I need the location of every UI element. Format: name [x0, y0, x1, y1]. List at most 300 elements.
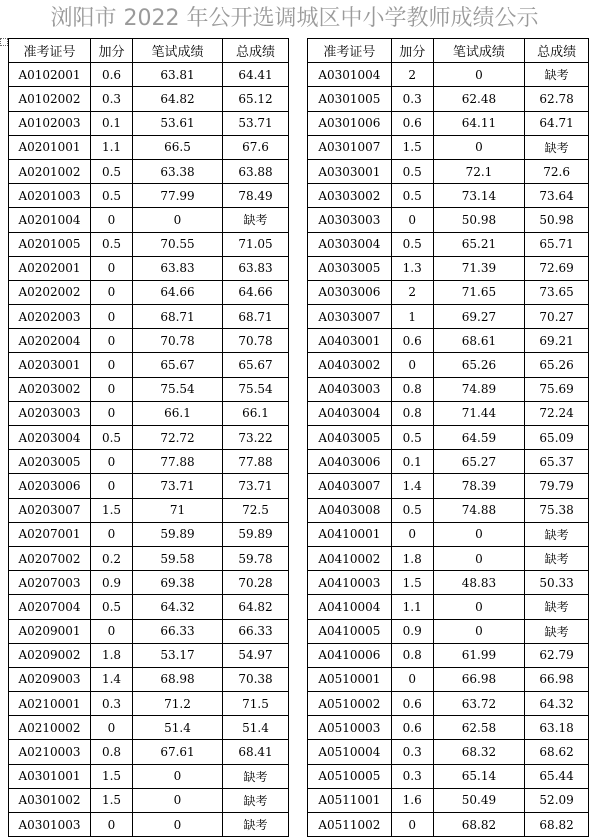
- cell-written-score: 50.49: [433, 788, 525, 812]
- cell-bonus: 0.5: [391, 426, 433, 450]
- cell-written-score: 71.44: [433, 401, 525, 425]
- cell-exam-id: A0202002: [9, 280, 91, 304]
- cell-written-score: 66.1: [133, 401, 223, 425]
- cell-exam-id: A0403008: [308, 498, 392, 522]
- cell-written-score: 71.65: [433, 280, 525, 304]
- cell-bonus: 1.5: [91, 498, 133, 522]
- table-row: [9, 692, 289, 716]
- table-row: [308, 522, 589, 546]
- cell-written-score: 74.88: [433, 498, 525, 522]
- table-row: [308, 764, 589, 788]
- cell-exam-id: A0403006: [308, 450, 392, 474]
- cell-exam-id: A0209003: [9, 667, 91, 691]
- table-row: [308, 135, 589, 159]
- cell-exam-id: A0210003: [9, 740, 91, 764]
- cell-written-score: 77.99: [133, 184, 223, 208]
- cell-bonus: 0.6: [391, 692, 433, 716]
- cell-exam-id: A0510005: [308, 764, 392, 788]
- table-row: [308, 377, 589, 401]
- cell-written-score: 71.2: [133, 692, 223, 716]
- cell-exam-id: A0102001: [9, 63, 91, 87]
- cell-bonus: 0: [91, 329, 133, 353]
- header-total-score: 总成绩: [525, 39, 589, 63]
- cell-bonus: 0: [91, 619, 133, 643]
- cell-bonus: 0.3: [91, 692, 133, 716]
- cell-exam-id: A0403007: [308, 474, 392, 498]
- cell-written-score: 0: [433, 522, 525, 546]
- cell-written-score: 73.14: [433, 184, 525, 208]
- cell-bonus: 0.8: [391, 377, 433, 401]
- table-row: [308, 788, 589, 812]
- cell-exam-id: A0203004: [9, 426, 91, 450]
- cell-written-score: 48.83: [433, 571, 525, 595]
- table-row: [9, 159, 289, 183]
- cell-exam-id: A0210002: [9, 716, 91, 740]
- cell-exam-id: A0210001: [9, 692, 91, 716]
- table-row: [9, 63, 289, 87]
- cell-total-score: 缺考: [525, 546, 589, 570]
- cell-bonus: 0: [91, 280, 133, 304]
- cell-total-score: 59.78: [223, 546, 289, 570]
- cell-bonus: 0: [91, 813, 133, 837]
- cell-bonus: 0: [91, 353, 133, 377]
- cell-written-score: 75.54: [133, 377, 223, 401]
- cell-total-score: 65.67: [223, 353, 289, 377]
- cell-total-score: 64.32: [525, 692, 589, 716]
- cell-bonus: 0: [91, 305, 133, 329]
- cell-total-score: 65.37: [525, 450, 589, 474]
- cell-exam-id: A0403004: [308, 401, 392, 425]
- cell-total-score: 缺考: [223, 764, 289, 788]
- table-row: [9, 450, 289, 474]
- cell-written-score: 63.83: [133, 256, 223, 280]
- cell-bonus: 0: [391, 522, 433, 546]
- cell-bonus: 0.9: [91, 571, 133, 595]
- cell-bonus: 0.6: [391, 111, 433, 135]
- cell-written-score: 71: [133, 498, 223, 522]
- cell-bonus: 0.8: [91, 740, 133, 764]
- cell-total-score: 66.1: [223, 401, 289, 425]
- cell-total-score: 66.98: [525, 667, 589, 691]
- cell-total-score: 缺考: [525, 135, 589, 159]
- cell-bonus: 0.8: [391, 643, 433, 667]
- cell-exam-id: A0410006: [308, 643, 392, 667]
- cell-bonus: 0: [391, 813, 433, 837]
- cell-written-score: 68.71: [133, 305, 223, 329]
- cell-total-score: 75.54: [223, 377, 289, 401]
- cell-written-score: 51.4: [133, 716, 223, 740]
- cell-exam-id: A0102002: [9, 87, 91, 111]
- cell-bonus: 0.2: [91, 546, 133, 570]
- table-anchor-mark: [0, 38, 8, 46]
- cell-total-score: 62.78: [525, 87, 589, 111]
- cell-bonus: 0: [91, 716, 133, 740]
- cell-total-score: 71.5: [223, 692, 289, 716]
- cell-written-score: 50.98: [433, 208, 525, 232]
- table-row: [308, 401, 589, 425]
- cell-written-score: 68.61: [433, 329, 525, 353]
- cell-exam-id: A0301001: [9, 764, 91, 788]
- table-row: [308, 667, 589, 691]
- cell-written-score: 0: [433, 595, 525, 619]
- cell-bonus: 0.5: [391, 159, 433, 183]
- cell-exam-id: A0403003: [308, 377, 392, 401]
- cell-total-score: 69.21: [525, 329, 589, 353]
- table-row: [9, 740, 289, 764]
- cell-bonus: 1.4: [391, 474, 433, 498]
- cell-written-score: 65.14: [433, 764, 525, 788]
- cell-bonus: 2: [391, 63, 433, 87]
- cell-total-score: 73.64: [525, 184, 589, 208]
- cell-total-score: 72.5: [223, 498, 289, 522]
- table-row: [308, 280, 589, 304]
- cell-written-score: 66.5: [133, 135, 223, 159]
- table-row: [9, 111, 289, 135]
- table-row: [308, 595, 589, 619]
- cell-exam-id: A0511002: [308, 813, 392, 837]
- table-row: [9, 353, 289, 377]
- cell-written-score: 78.39: [433, 474, 525, 498]
- cell-exam-id: A0201001: [9, 135, 91, 159]
- cell-written-score: 63.72: [433, 692, 525, 716]
- page-title: 浏阳市 2022 年公开选调城区中小学教师成绩公示: [50, 6, 539, 31]
- cell-total-score: 75.69: [525, 377, 589, 401]
- cell-exam-id: A0301007: [308, 135, 392, 159]
- cell-exam-id: A0303005: [308, 256, 392, 280]
- cell-total-score: 54.97: [223, 643, 289, 667]
- table-row: [9, 595, 289, 619]
- cell-bonus: 0.5: [91, 426, 133, 450]
- cell-bonus: 1.5: [391, 135, 433, 159]
- cell-total-score: 70.28: [223, 571, 289, 595]
- table-row: [9, 813, 289, 837]
- cell-exam-id: A0207002: [9, 546, 91, 570]
- cell-exam-id: A0410004: [308, 595, 392, 619]
- cell-written-score: 71.39: [433, 256, 525, 280]
- cell-bonus: 0: [91, 208, 133, 232]
- cell-bonus: 0.5: [391, 232, 433, 256]
- cell-total-score: 64.66: [223, 280, 289, 304]
- cell-written-score: 0: [133, 208, 223, 232]
- cell-written-score: 69.27: [433, 305, 525, 329]
- cell-bonus: 1.5: [91, 764, 133, 788]
- cell-written-score: 0: [133, 813, 223, 837]
- table-row: [9, 643, 289, 667]
- cell-written-score: 0: [433, 63, 525, 87]
- cell-exam-id: A0510002: [308, 692, 392, 716]
- cell-total-score: 72.24: [525, 401, 589, 425]
- table-row: [308, 426, 589, 450]
- cell-bonus: 0.5: [91, 184, 133, 208]
- cell-exam-id: A0510003: [308, 716, 392, 740]
- cell-written-score: 65.27: [433, 450, 525, 474]
- cell-exam-id: A0410001: [308, 522, 392, 546]
- cell-exam-id: A0203003: [9, 401, 91, 425]
- cell-written-score: 64.11: [433, 111, 525, 135]
- cell-exam-id: A0303002: [308, 184, 392, 208]
- cell-exam-id: A0410002: [308, 546, 392, 570]
- cell-bonus: 0.5: [91, 159, 133, 183]
- score-table-right: [307, 38, 589, 837]
- header-bonus: 加分: [91, 39, 133, 63]
- cell-bonus: 1.1: [91, 135, 133, 159]
- cell-total-score: 63.88: [223, 159, 289, 183]
- cell-bonus: 1.4: [91, 667, 133, 691]
- cell-exam-id: A0209001: [9, 619, 91, 643]
- cell-written-score: 69.38: [133, 571, 223, 595]
- table-header-row: [9, 39, 289, 63]
- cell-total-score: 68.62: [525, 740, 589, 764]
- cell-exam-id: A0510001: [308, 667, 392, 691]
- table-row: [9, 256, 289, 280]
- table-row: [308, 111, 589, 135]
- cell-total-score: 62.79: [525, 643, 589, 667]
- cell-written-score: 64.66: [133, 280, 223, 304]
- cell-total-score: 缺考: [525, 63, 589, 87]
- cell-exam-id: A0301003: [9, 813, 91, 837]
- cell-written-score: 0: [433, 546, 525, 570]
- cell-written-score: 67.61: [133, 740, 223, 764]
- cell-bonus: 0: [91, 256, 133, 280]
- cell-written-score: 59.89: [133, 522, 223, 546]
- table-row: [9, 280, 289, 304]
- table-row: [308, 232, 589, 256]
- table-row: [308, 159, 589, 183]
- cell-total-score: 68.41: [223, 740, 289, 764]
- cell-written-score: 66.98: [433, 667, 525, 691]
- cell-written-score: 73.71: [133, 474, 223, 498]
- cell-written-score: 68.32: [433, 740, 525, 764]
- table-row: [9, 474, 289, 498]
- cell-bonus: 0.9: [391, 619, 433, 643]
- cell-bonus: 0.3: [391, 764, 433, 788]
- cell-exam-id: A0202001: [9, 256, 91, 280]
- cell-total-score: 59.89: [223, 522, 289, 546]
- cell-bonus: 0: [391, 667, 433, 691]
- cell-written-score: 74.89: [433, 377, 525, 401]
- cell-bonus: 0: [91, 474, 133, 498]
- table-row: [9, 401, 289, 425]
- cell-written-score: 65.67: [133, 353, 223, 377]
- cell-total-score: 70.38: [223, 667, 289, 691]
- table-row: [9, 716, 289, 740]
- cell-total-score: 73.65: [525, 280, 589, 304]
- cell-exam-id: A0303007: [308, 305, 392, 329]
- table-row: [9, 135, 289, 159]
- score-table-left: [8, 38, 289, 837]
- cell-exam-id: A0303001: [308, 159, 392, 183]
- cell-bonus: 1: [391, 305, 433, 329]
- cell-bonus: 0.3: [391, 87, 433, 111]
- table-row: [9, 667, 289, 691]
- cell-bonus: 0.5: [391, 184, 433, 208]
- cell-written-score: 53.17: [133, 643, 223, 667]
- cell-exam-id: A0303006: [308, 280, 392, 304]
- cell-total-score: 72.6: [525, 159, 589, 183]
- cell-bonus: 0.6: [91, 63, 133, 87]
- table-row: [308, 305, 589, 329]
- table-row: [308, 643, 589, 667]
- cell-bonus: 0.3: [91, 87, 133, 111]
- cell-exam-id: A0207004: [9, 595, 91, 619]
- table-header-row: [308, 39, 589, 63]
- cell-total-score: 50.98: [525, 208, 589, 232]
- table-row: [9, 522, 289, 546]
- cell-bonus: 0.1: [391, 450, 433, 474]
- table-row: [9, 305, 289, 329]
- table-row: [308, 450, 589, 474]
- cell-total-score: 64.41: [223, 63, 289, 87]
- cell-written-score: 61.99: [433, 643, 525, 667]
- cell-exam-id: A0301004: [308, 63, 392, 87]
- cell-bonus: 0: [391, 353, 433, 377]
- cell-total-score: 51.4: [223, 716, 289, 740]
- cell-written-score: 68.82: [433, 813, 525, 837]
- cell-written-score: 63.38: [133, 159, 223, 183]
- table-row: [308, 87, 589, 111]
- table-row: [308, 474, 589, 498]
- cell-written-score: 63.81: [133, 63, 223, 87]
- cell-exam-id: A0201005: [9, 232, 91, 256]
- cell-total-score: 50.33: [525, 571, 589, 595]
- cell-bonus: 1.8: [391, 546, 433, 570]
- cell-exam-id: A0301002: [9, 788, 91, 812]
- cell-bonus: 0: [91, 522, 133, 546]
- table-row: [9, 377, 289, 401]
- cell-bonus: 1.8: [91, 643, 133, 667]
- cell-exam-id: A0201003: [9, 184, 91, 208]
- table-row: [9, 184, 289, 208]
- cell-bonus: 0.6: [391, 329, 433, 353]
- cell-exam-id: A0510004: [308, 740, 392, 764]
- cell-total-score: 65.09: [525, 426, 589, 450]
- table-row: [308, 256, 589, 280]
- table-row: [308, 329, 589, 353]
- cell-total-score: 缺考: [525, 595, 589, 619]
- cell-exam-id: A0403001: [308, 329, 392, 353]
- header-total-score: 总成绩: [223, 39, 289, 63]
- cell-exam-id: A0207001: [9, 522, 91, 546]
- cell-bonus: 0.8: [391, 401, 433, 425]
- header-written-score: 笔试成绩: [133, 39, 223, 63]
- cell-written-score: 64.82: [133, 87, 223, 111]
- cell-bonus: 0: [391, 208, 433, 232]
- table-row: [308, 619, 589, 643]
- cell-bonus: 0.1: [91, 111, 133, 135]
- cell-exam-id: A0403005: [308, 426, 392, 450]
- cell-total-score: 53.71: [223, 111, 289, 135]
- cell-written-score: 0: [133, 764, 223, 788]
- cell-exam-id: A0301006: [308, 111, 392, 135]
- cell-total-score: 缺考: [525, 619, 589, 643]
- cell-exam-id: A0201002: [9, 159, 91, 183]
- cell-written-score: 0: [433, 619, 525, 643]
- table-row: [308, 208, 589, 232]
- cell-total-score: 73.22: [223, 426, 289, 450]
- table-row: [9, 498, 289, 522]
- table-row: [9, 426, 289, 450]
- table-row: [9, 764, 289, 788]
- cell-written-score: 66.33: [133, 619, 223, 643]
- cell-written-score: 64.59: [433, 426, 525, 450]
- cell-total-score: 73.71: [223, 474, 289, 498]
- header-exam-id: 准考证号: [308, 39, 392, 63]
- cell-total-score: 65.44: [525, 764, 589, 788]
- table-row: [9, 329, 289, 353]
- cell-exam-id: A0511001: [308, 788, 392, 812]
- cell-total-score: 缺考: [223, 813, 289, 837]
- cell-exam-id: A0202004: [9, 329, 91, 353]
- cell-total-score: 68.71: [223, 305, 289, 329]
- table-row: [308, 813, 589, 837]
- cell-total-score: 65.12: [223, 87, 289, 111]
- cell-total-score: 70.27: [525, 305, 589, 329]
- table-row: [308, 740, 589, 764]
- cell-exam-id: A0203002: [9, 377, 91, 401]
- cell-written-score: 53.61: [133, 111, 223, 135]
- cell-total-score: 52.09: [525, 788, 589, 812]
- cell-total-score: 66.33: [223, 619, 289, 643]
- cell-exam-id: A0203005: [9, 450, 91, 474]
- cell-total-score: 64.82: [223, 595, 289, 619]
- table-row: [9, 87, 289, 111]
- cell-total-score: 64.71: [525, 111, 589, 135]
- cell-written-score: 65.21: [433, 232, 525, 256]
- cell-bonus: 0.5: [91, 232, 133, 256]
- header-exam-id: 准考证号: [9, 39, 91, 63]
- cell-exam-id: A0209002: [9, 643, 91, 667]
- cell-total-score: 63.18: [525, 716, 589, 740]
- cell-exam-id: A0203007: [9, 498, 91, 522]
- cell-exam-id: A0202003: [9, 305, 91, 329]
- cell-exam-id: A0410003: [308, 571, 392, 595]
- cell-exam-id: A0303004: [308, 232, 392, 256]
- cell-total-score: 65.71: [525, 232, 589, 256]
- cell-total-score: 缺考: [223, 788, 289, 812]
- header-bonus: 加分: [391, 39, 433, 63]
- cell-total-score: 63.83: [223, 256, 289, 280]
- cell-total-score: 67.6: [223, 135, 289, 159]
- cell-written-score: 70.78: [133, 329, 223, 353]
- table-row: [9, 208, 289, 232]
- table-row: [308, 353, 589, 377]
- cell-total-score: 78.49: [223, 184, 289, 208]
- cell-total-score: 75.38: [525, 498, 589, 522]
- cell-bonus: 0: [91, 377, 133, 401]
- header-written-score: 笔试成绩: [433, 39, 525, 63]
- cell-exam-id: A0303003: [308, 208, 392, 232]
- cell-written-score: 0: [133, 788, 223, 812]
- table-row: [9, 232, 289, 256]
- cell-exam-id: A0403002: [308, 353, 392, 377]
- cell-exam-id: A0203006: [9, 474, 91, 498]
- cell-total-score: 缺考: [223, 208, 289, 232]
- cell-written-score: 70.55: [133, 232, 223, 256]
- cell-bonus: 1.3: [391, 256, 433, 280]
- table-row: [9, 546, 289, 570]
- cell-exam-id: A0203001: [9, 353, 91, 377]
- cell-bonus: 2: [391, 280, 433, 304]
- cell-bonus: 0: [91, 401, 133, 425]
- cell-exam-id: A0207003: [9, 571, 91, 595]
- cell-bonus: 1.1: [391, 595, 433, 619]
- cell-bonus: 0.3: [391, 740, 433, 764]
- table-row: [308, 498, 589, 522]
- cell-written-score: 59.58: [133, 546, 223, 570]
- cell-written-score: 68.98: [133, 667, 223, 691]
- cell-bonus: 0.6: [391, 716, 433, 740]
- cell-bonus: 1.5: [91, 788, 133, 812]
